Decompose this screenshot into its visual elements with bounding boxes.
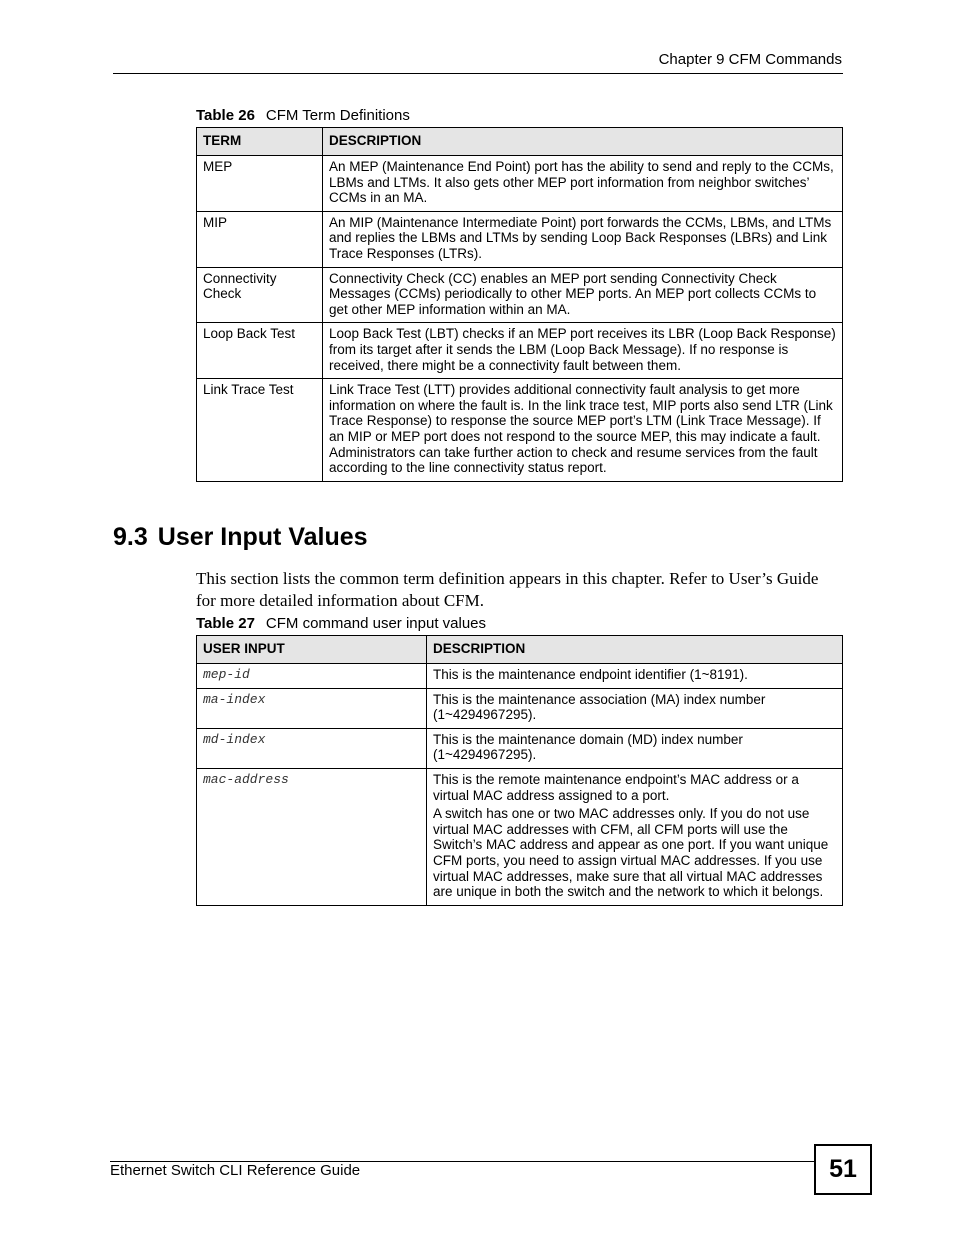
table-27-caption	[196, 615, 486, 632]
table-26-label: Table 26	[196, 107, 255, 124]
section-heading	[113, 523, 368, 552]
column-header-description: DESCRIPTION	[427, 636, 843, 664]
table-row	[197, 267, 843, 323]
term-cell: Link Trace Test	[197, 379, 323, 482]
table-row	[197, 379, 843, 482]
table-header-row	[197, 636, 843, 664]
description-cell: An MEP (Maintenance End Point) port has the ability to send and reply to the CCMs, LBMs and LTMs. It also gets other MEP port information from neighbor switches’ CCMs in an MA.	[323, 156, 843, 212]
table-row	[197, 323, 843, 379]
term-cell: Connectivity Check	[197, 267, 323, 323]
table-row	[197, 664, 843, 689]
table-row	[197, 156, 843, 212]
description-text: This is the maintenance endpoint identifier (1~8191).	[433, 667, 748, 682]
description-cell	[427, 688, 843, 728]
description-cell	[427, 664, 843, 689]
term-cell: Loop Back Test	[197, 323, 323, 379]
table-27-title: CFM command user input values	[265, 615, 487, 632]
description-cell: Connectivity Check (CC) enables an MEP port sending Connectivity Check Messages (CCMs) periodically to other MEP ports. An MEP port collects CCMs to get other MEP information within an MA.	[323, 267, 843, 323]
term-cell: MIP	[197, 211, 323, 267]
table-27-label: Table 27	[196, 615, 255, 632]
description-cell: Loop Back Test (LBT) checks if an MEP port receives its LBR (Loop Back Response) from its target after it sends the LBM (Loop Back Message). If no response is received, there might be a connectivity fault between them.	[323, 323, 843, 379]
description-cell	[427, 768, 843, 905]
user-input-cell: ma-index	[197, 688, 427, 728]
description-text: A switch has one or two MAC addresses only. If you do not use virtual MAC addresses with CFM, all CFM ports will use the Switch’s MAC address and appear as one port. If you want unique CFM ports, you need to assign virtual MAC addresses. If you use virtual MAC addresses, make sure that all virtual MAC addresses are unique in both the switch and the network to which it belongs.	[433, 806, 829, 900]
footer-guide-title: Ethernet Switch CLI Reference Guide	[110, 1162, 361, 1179]
cfm-term-definitions-table	[196, 127, 843, 482]
term-cell: MEP	[197, 156, 323, 212]
running-header: Chapter 9 CFM Commands	[658, 51, 842, 68]
table-row	[197, 211, 843, 267]
user-input-cell: mep-id	[197, 664, 427, 689]
column-header-description: DESCRIPTION	[323, 128, 843, 156]
description-text: This is the maintenance domain (MD) index number (1~4294967295).	[433, 731, 743, 763]
section-number: 9.3	[113, 523, 148, 551]
section-title: User Input Values	[157, 523, 368, 551]
description-cell	[427, 728, 843, 768]
column-header-term: TERM	[197, 128, 323, 156]
table-row	[197, 728, 843, 768]
page-number: 51	[814, 1144, 872, 1195]
description-text: This is the maintenance association (MA) index number (1~4294967295).	[433, 691, 766, 723]
section-intro-paragraph: This section lists the common term definition appears in this chapter. Refer to User’s Guide for more detailed information about CFM.	[196, 569, 819, 610]
header-divider	[113, 73, 843, 74]
user-input-cell: mac-address	[197, 768, 427, 905]
table-26-caption	[196, 107, 410, 124]
user-input-cell: md-index	[197, 728, 427, 768]
table-26-title: CFM Term Definitions	[265, 107, 410, 124]
description-cell: Link Trace Test (LTT) provides additional connectivity fault analysis to get more information on where the fault is. In the link trace test, MIP ports also send LTR (Link Trace Response) to response the source MEP port’s LTM (Link Trace Message). If an MIP or MEP port does not respond to the source MEP, this may indicate a fault. Administrators can take further action to check and resume services from the fault according to the line connectivity status report.	[323, 379, 843, 482]
table-row	[197, 688, 843, 728]
description-cell: An MIP (Maintenance Intermediate Point) port forwards the CCMs, LBMs, and LTMs and replies the LBMs and LTMs by sending Loop Back Responses (LBRs) and Link Trace Responses (LTRs).	[323, 211, 843, 267]
table-row	[197, 768, 843, 905]
cfm-user-input-values-table	[196, 635, 843, 906]
description-text: This is the remote maintenance endpoint’s MAC address or a virtual MAC address assigned to a port.	[433, 771, 799, 803]
table-header-row	[197, 128, 843, 156]
column-header-user-input: USER INPUT	[197, 636, 427, 664]
